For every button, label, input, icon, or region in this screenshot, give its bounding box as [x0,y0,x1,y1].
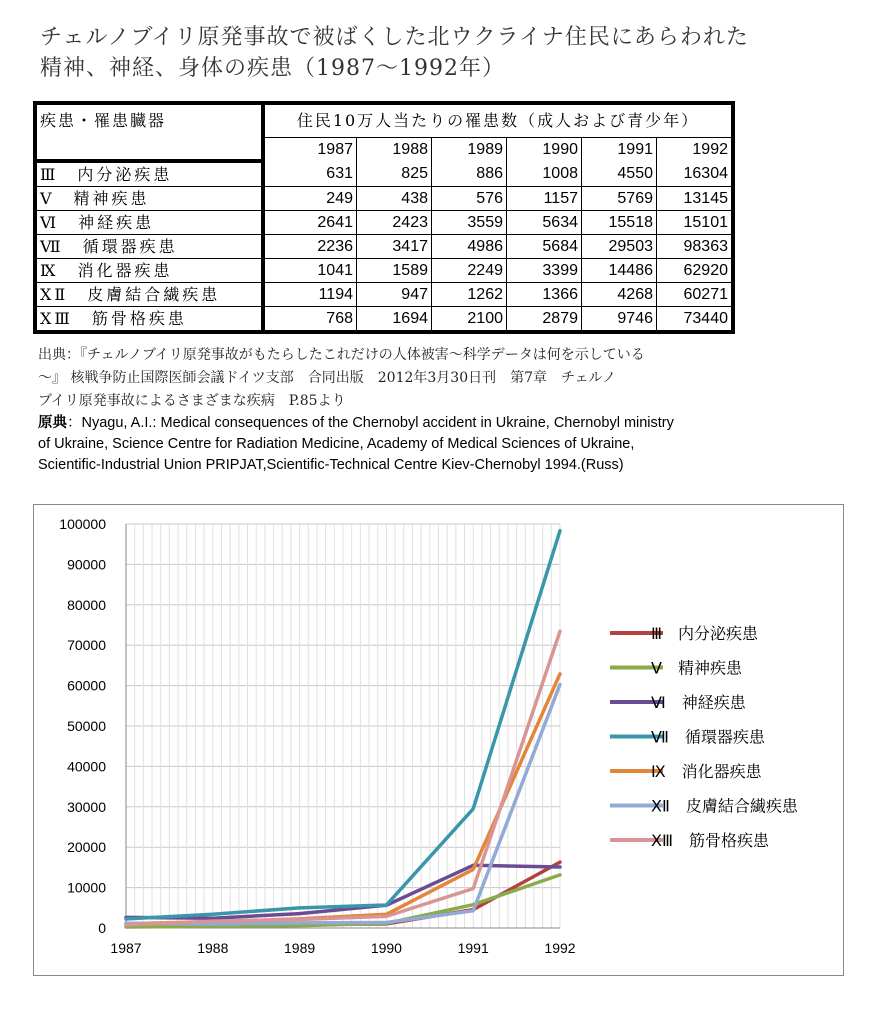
table-cell: 1041 [263,259,357,283]
y-tick-label: 50000 [67,718,106,734]
table-cell: 16304 [657,161,734,187]
table-cell: 825 [357,161,432,187]
y-tick-label: 20000 [67,839,106,856]
original-source-line-3: Scientific-Industrial Union PRIPJAT,Scientific-Technical Centre Kiev-Chernobyl 1994.(Russ) [38,457,624,473]
y-tick-label: 90000 [67,556,106,573]
table-cell: 886 [432,161,507,187]
source-line-2: 〜』 核戦争防止国際医師会議ドイツ支部 合同出版 2012年3月30日刊 第7章 チェルノ [38,370,617,386]
table-cell: 5684 [507,235,582,259]
table-cell: 1694 [357,307,432,333]
year-header-1990: 1990 [507,138,582,162]
disease-name: Ⅶ 循環器疾患 [35,235,263,259]
table-cell: 1157 [507,187,582,211]
table-row [35,161,733,187]
table-cell: 2641 [263,211,357,235]
table-cell: 4268 [582,283,657,307]
year-header-1987: 1987 [317,140,353,158]
title-line-2: 精神、神経、身体の疾患（1987〜1992年） [40,56,505,81]
source-citation [38,344,838,413]
x-tick-label: 1991 [457,940,489,956]
year-header-1992: 1992 [657,138,734,162]
table-cell: 768 [326,309,353,327]
table-cell: 4550 [582,161,657,187]
legend-label-1: Ⅲ 内分泌疾患 [651,624,759,643]
x-tick-label: 1988 [197,940,229,956]
table-cell: 15101 [657,211,734,235]
table-cell: 15518 [582,211,657,235]
table-cell: 1366 [507,283,582,307]
table-cell: 2236 [263,235,357,259]
legend-label-6: ⅩⅡ 皮膚結合繊疾患 [651,796,798,816]
table-cell: 3417 [357,235,432,259]
y-tick-label: 30000 [67,798,106,815]
table-cell: 1589 [357,259,432,283]
table-cell: 3559 [432,211,507,235]
incidence-table [33,101,735,334]
x-tick-label: 1987 [110,940,142,956]
table-row [35,235,733,259]
table-cell: 1008 [507,161,582,187]
table-cell: 1262 [432,283,507,307]
x-tick-label: 1990 [370,940,402,956]
year-header-1988: 1988 [357,138,432,162]
source-line-3: ブイリ原発事故によるさまざまな疾病 P.85より [38,393,346,409]
table-cell: 9746 [582,307,657,333]
original-source-label: 原典 [38,415,67,431]
table-cell: 29503 [582,235,657,259]
incidence-span-header: 住民10万人当たりの罹患数（成人および青少年） [263,103,733,138]
table-cell: 1194 [263,283,357,307]
table-cell: 13145 [657,187,734,211]
title-line-1: チェルノブイリ原発事故で被ばくした北ウクライナ住民にあらわれた [40,25,749,50]
table-cell: 98363 [657,235,734,259]
table-cell: 5769 [582,187,657,211]
table-cell: 73440 [657,307,734,333]
y-tick-label: 0 [98,920,106,936]
table-cell: 631 [263,161,357,187]
table-cell: 5634 [507,211,582,235]
table-row [35,211,733,235]
table-cell: 62920 [657,259,734,283]
table-cell: 249 [263,187,357,211]
page-title [40,22,840,84]
table-cell: 2100 [432,307,507,333]
disease-column-header: 疾患・罹患臓器 [35,103,263,161]
disease-name: ⅩⅡ 皮膚結合繊疾患 [35,283,263,307]
y-tick-label: 100000 [59,516,106,532]
y-tick-label: 10000 [67,879,106,896]
line-chart [33,504,844,976]
table-cell: 14486 [582,259,657,283]
table-cell: 947 [357,283,432,307]
year-header-1991: 1991 [582,138,657,162]
original-source-line-1: ：Nyagu, A.I.: Medical consequences of the Chernobyl accident in Ukraine, Chernobyl ministry [67,415,674,431]
y-tick-label: 60000 [67,677,106,694]
x-tick-label: 1989 [284,940,316,956]
original-source-line-2: of Ukraine, Science Centre for Radiation Medicine, Academy of Medical Sciences of Ukraine, [38,436,635,452]
disease-name: Ⅲ 内分泌疾患 [35,161,263,187]
table-cell: 2879 [507,307,582,333]
legend-label-5: Ⅸ 消化器疾患 [651,762,762,781]
legend-label-4: Ⅶ 循環器疾患 [651,727,765,747]
disease-name: Ⅵ 神経疾患 [35,211,263,235]
chart-svg [34,505,843,975]
table-cell: 576 [432,187,507,211]
x-tick-label: 1992 [544,940,576,956]
table-cell: 2423 [357,211,432,235]
table-cell: 3399 [507,259,582,283]
table-cell: 60271 [657,283,734,307]
year-header-1989: 1989 [432,138,507,162]
table-row [35,259,733,283]
y-tick-label: 70000 [67,637,106,654]
disease-name: Ⅴ 精神疾患 [35,187,263,211]
y-tick-label: 40000 [67,758,106,775]
table-cell: 2249 [432,259,507,283]
table-row [35,307,733,333]
table-row [35,187,733,211]
legend-label-7: ⅩⅢ 筋骨格疾患 [651,831,769,850]
table-cell: 438 [357,187,432,211]
table-row [35,283,733,307]
disease-name: ⅩⅢ 筋骨格疾患 [35,307,263,333]
original-source [38,413,838,476]
y-tick-label: 80000 [67,596,106,613]
legend-label-3: Ⅵ 神経疾患 [651,693,746,712]
table-cell: 4986 [432,235,507,259]
legend-label-2: Ⅴ 精神疾患 [651,658,742,678]
disease-name: Ⅸ 消化器疾患 [35,259,263,283]
source-line-1: 出典：『チェルノブイリ原発事故がもたらしたこれだけの人体被害〜科学データは何を示している [38,347,645,363]
